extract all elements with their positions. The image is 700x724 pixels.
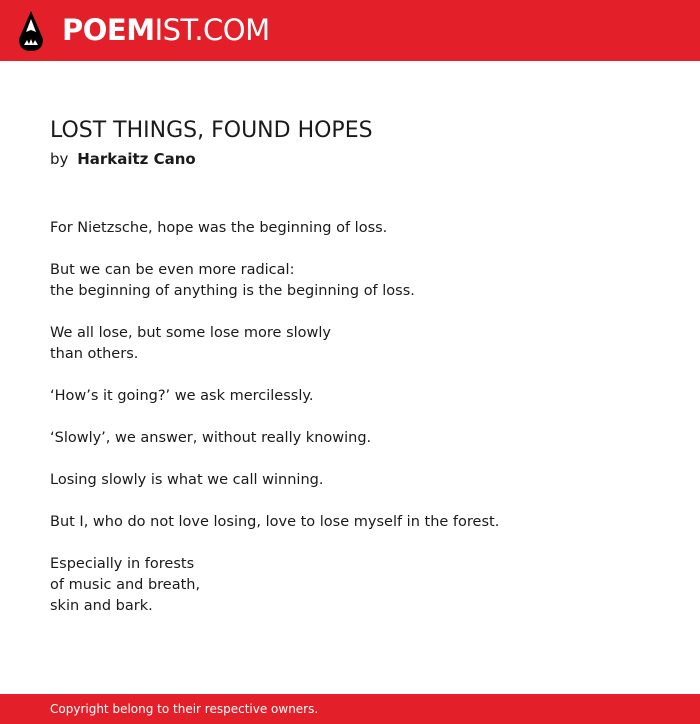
poem-line: of music and breath, (50, 577, 201, 593)
site-footer (0, 694, 700, 724)
poem-line: skin and bark. (50, 598, 153, 614)
poem-line: than others. (50, 346, 139, 362)
pencil-tip-icon (18, 10, 44, 52)
copyright-text: Copyright belong to their respective owners. (50, 702, 319, 716)
site-logo-text (62, 14, 270, 46)
poem-line: For Nietzsche, hope was the beginning of loss. (50, 220, 388, 236)
site-header (0, 0, 700, 61)
logo-text-bold: POEM (62, 13, 155, 47)
poem-line: ‘How’s it going?’ we ask mercilessly. (50, 388, 314, 404)
poem-stanza (50, 260, 650, 302)
poem-stanza (50, 218, 650, 239)
poem-stanza (50, 554, 650, 617)
byline-label: by (50, 150, 69, 168)
poem-author: Harkaitz Cano (77, 150, 196, 168)
poem-stanza (50, 428, 650, 449)
poem-line: ‘Slowly’, we answer, without really knowing. (50, 430, 372, 446)
poem-line: But I, who do not love losing, love to lose myself in the forest. (50, 514, 500, 530)
logo-text-light: IST.COM (154, 13, 270, 47)
poem-line: But we can be even more radical: (50, 262, 295, 278)
poem-line: the beginning of anything is the beginning of loss. (50, 283, 415, 299)
poem-stanza (50, 323, 650, 365)
poem-stanza (50, 386, 650, 407)
poem-stanza (50, 512, 650, 533)
poem-line: Losing slowly is what we call winning. (50, 472, 324, 488)
poem-body (50, 218, 650, 638)
poem-byline (50, 149, 196, 169)
poem-line: Especially in forests (50, 556, 195, 572)
poem-title: LOST THINGS, FOUND HOPES (50, 118, 373, 143)
poem-line: We all lose, but some lose more slowly (50, 325, 332, 341)
poem-stanza (50, 470, 650, 491)
